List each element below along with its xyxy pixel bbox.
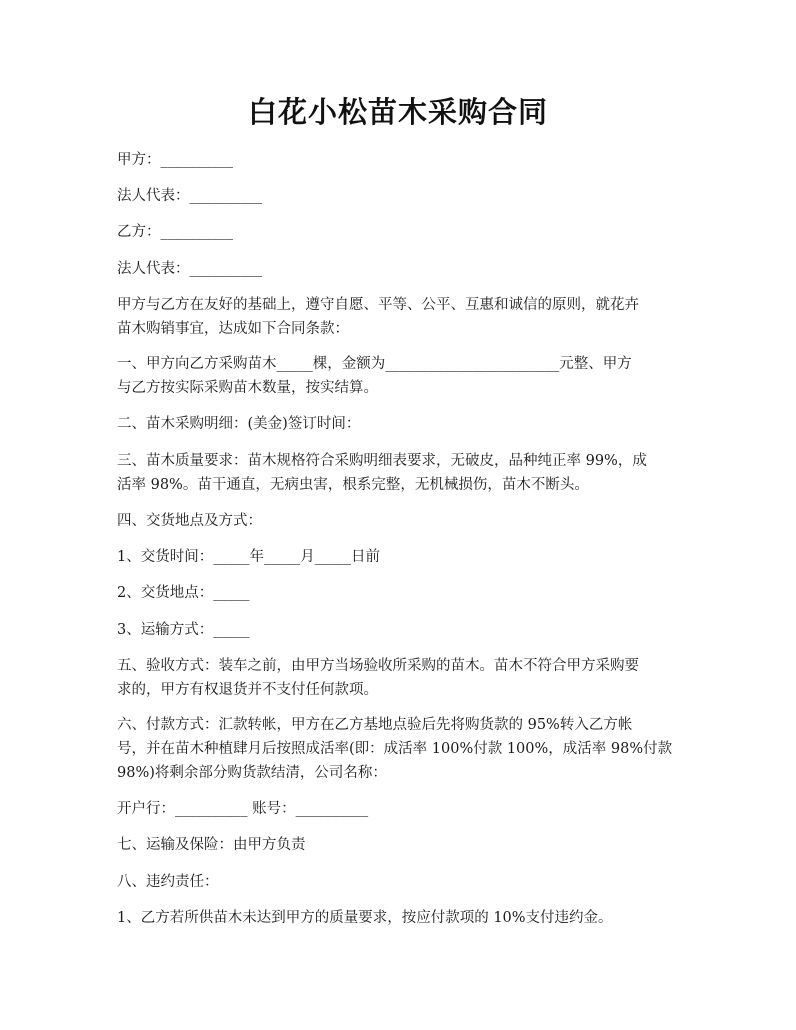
clause-5-line-1: 五、验收方式：装车之前，由甲方当场验收所采购的苗木。苗木不符合甲方采购要 bbox=[117, 658, 639, 674]
party-a-representative-line: 法人代表：__________ bbox=[117, 188, 262, 204]
clause-8-item-1: 1、乙方若所供苗木未达到甲方的质量要求，按应付款项的 10%支付违约金。 bbox=[117, 910, 613, 926]
preamble-line-2: 苗木购销事宜，达成如下合同条款： bbox=[117, 321, 349, 337]
preamble-line-1: 甲方与乙方在友好的基础上，遵守自愿、平等、公平、互惠和诚信的原则，就花卉 bbox=[117, 297, 639, 313]
clause-7-line: 七、运输及保险：由甲方负责 bbox=[117, 837, 306, 853]
document-title: 白花小松苗木采购合同 bbox=[247, 95, 548, 129]
clause-1-line-1: 一、甲方向乙方采购苗木_____棵，金额为________________________元整、甲方 bbox=[117, 356, 632, 372]
clause-6-line-3: 98%)将剩余部分购货款结清，公司名称： bbox=[117, 765, 387, 781]
clause-8-heading: 八、违约责任： bbox=[117, 874, 219, 890]
clause-4-heading: 四、交货地点及方式： bbox=[117, 513, 262, 529]
bank-account-line: 开户行：__________ 账号：__________ bbox=[117, 801, 369, 817]
clause-6-line-2: 号，并在苗木种植肆月后按照成活率(即：成活率 100%付款 100%，成活率 98%付款 bbox=[117, 741, 673, 757]
clause-6-line-1: 六、付款方式：汇款转帐，甲方在乙方基地点验后先将购货款的 95%转入乙方帐 bbox=[117, 717, 633, 733]
clause-3-line-1: 三、苗木质量要求：苗木规格符合采购明细表要求，无破皮，品种纯正率 99%，成 bbox=[117, 453, 647, 469]
transport-method-line: 3、运输方式：_____ bbox=[117, 622, 250, 638]
clause-5-line-2: 求的，甲方有权退货并不支付任何款项。 bbox=[117, 682, 378, 698]
clause-2-line: 二、苗木采购明细：(美金)签订时间： bbox=[117, 416, 361, 432]
party-b-representative-line: 法人代表：__________ bbox=[117, 261, 262, 277]
delivery-place-line: 2、交货地点：_____ bbox=[117, 585, 250, 601]
delivery-time-line: 1、交货时间：_____年_____月_____日前 bbox=[117, 549, 380, 565]
clause-1-line-2: 与乙方按实际采购苗木数量，按实结算。 bbox=[117, 380, 378, 396]
party-b-line: 乙方：__________ bbox=[117, 224, 233, 240]
party-a-line: 甲方：__________ bbox=[117, 152, 233, 168]
clause-3-line-2: 活率 98%。苗干通直，无病虫害，根系完整，无机械损伤，苗木不断头。 bbox=[117, 477, 589, 493]
